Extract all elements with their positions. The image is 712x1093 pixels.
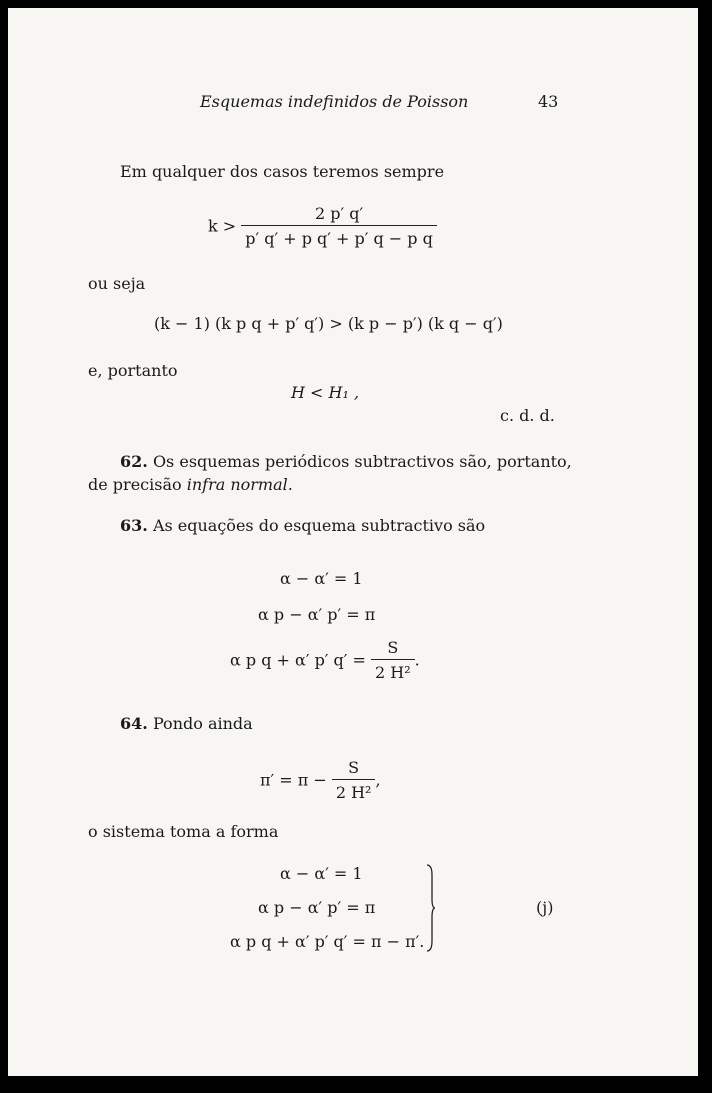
equation-64-end: , bbox=[375, 770, 381, 790]
inequality-1-fraction bbox=[241, 204, 437, 248]
section-62-paragraph bbox=[120, 452, 572, 471]
ou-seja-text: ou seja bbox=[88, 274, 146, 293]
inequality-1-numerator: 2 p′ q′ bbox=[315, 204, 364, 223]
section-62-italic: infra normal. bbox=[186, 475, 293, 494]
system-brace bbox=[426, 863, 436, 953]
section-64-paragraph bbox=[120, 714, 253, 733]
inequality-2: (k − 1) (k p q + p′ q′) > (k p − p′) (k q − q′) bbox=[154, 314, 503, 333]
equation-64-numerator: S bbox=[348, 758, 360, 777]
section-64-text: Pondo ainda bbox=[152, 714, 253, 733]
sistema-text: o sistema toma a forma bbox=[88, 822, 279, 841]
inequality-1-denominator: p′ q′ + p q′ + p′ q − p q bbox=[241, 225, 437, 248]
section-62-text-2: de precisão bbox=[88, 475, 182, 494]
inequality-1-lhs: k > bbox=[208, 216, 237, 236]
equation-63-3-denominator: 2 H² bbox=[371, 659, 415, 682]
equation-63-3-numerator: S bbox=[387, 638, 399, 657]
system-eq-1: α − α′ = 1 bbox=[280, 864, 363, 883]
equation-63-1: α − α′ = 1 bbox=[280, 569, 363, 588]
inequality-3: H < H₁ , bbox=[291, 383, 360, 402]
equation-64 bbox=[260, 758, 381, 802]
equation-63-3-end: . bbox=[414, 650, 420, 670]
page-number: 43 bbox=[538, 92, 559, 111]
intro-text: Em qualquer dos casos teremos sempre bbox=[120, 162, 445, 181]
section-62-number: 62. bbox=[120, 452, 148, 471]
system-eq-3: α p q + α′ p′ q′ = π − π′. bbox=[230, 932, 425, 951]
section-63-paragraph bbox=[120, 516, 485, 535]
book-page bbox=[8, 8, 698, 1076]
equation-63-3 bbox=[230, 638, 420, 682]
portanto-text: e, portanto bbox=[88, 361, 178, 380]
section-64-number: 64. bbox=[120, 714, 148, 733]
running-title: Esquemas indefinidos de Poisson bbox=[200, 92, 469, 111]
system-eq-2: α p − α′ p′ = π bbox=[258, 898, 376, 917]
section-63-number: 63. bbox=[120, 516, 148, 535]
section-62-text-1: Os esquemas periódicos subtractivos são, portanto, bbox=[152, 452, 572, 471]
equation-64-fraction bbox=[332, 758, 376, 802]
section-63-text: As equações do esquema subtractivo são bbox=[152, 516, 486, 535]
equation-64-lhs: π′ = π − bbox=[260, 770, 327, 790]
section-62-line-2 bbox=[88, 475, 293, 494]
cdd-text: c. d. d. bbox=[500, 406, 555, 425]
equation-63-3-fraction bbox=[371, 638, 415, 682]
equation-64-denominator: 2 H² bbox=[332, 779, 376, 802]
system-label: (j) bbox=[536, 898, 554, 917]
inequality-1 bbox=[208, 204, 437, 248]
equation-63-3-lhs: α p q + α′ p′ q′ = bbox=[230, 650, 366, 670]
equation-63-2: α p − α′ p′ = π bbox=[258, 605, 376, 624]
